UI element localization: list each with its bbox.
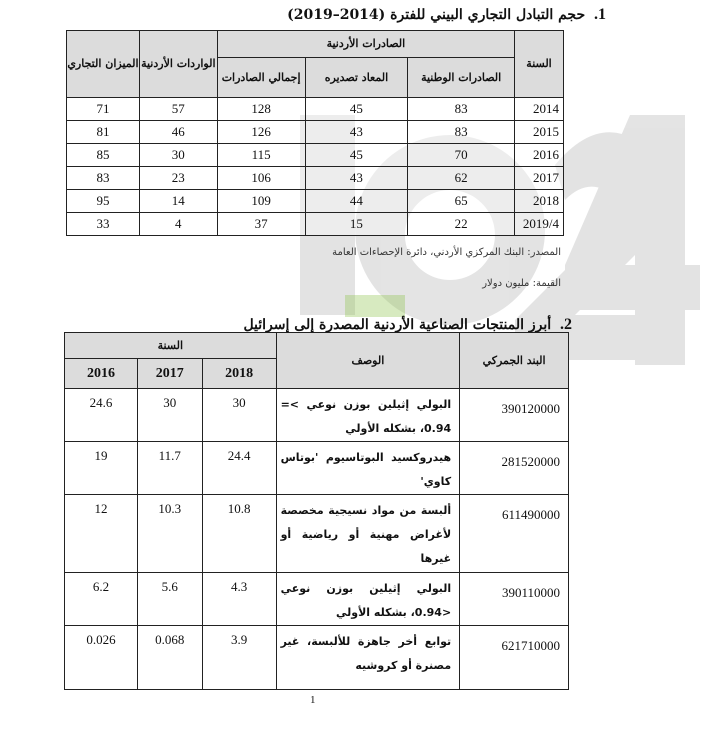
header-total-exports: إجمالي الصادرات xyxy=(217,58,305,98)
cell-imports: 57 xyxy=(139,98,217,121)
cell-balance: 95 xyxy=(67,190,140,213)
cell-2017: 11.7 xyxy=(137,442,202,495)
header-2017: 2017 xyxy=(137,359,202,389)
table-row xyxy=(67,98,564,121)
table-row xyxy=(65,573,569,626)
cell-reexport: 44 xyxy=(305,190,408,213)
cell-national: 65 xyxy=(408,190,515,213)
cell-total: 106 xyxy=(217,167,305,190)
header-description: الوصف xyxy=(276,333,460,389)
cell-imports: 23 xyxy=(139,167,217,190)
cell-2018: 4.3 xyxy=(202,573,276,626)
cell-year: 2015 xyxy=(515,121,564,144)
cell-2017: 10.3 xyxy=(137,495,202,573)
header-2018: 2018 xyxy=(202,359,276,389)
cell-year: 2014 xyxy=(515,98,564,121)
cell-national: 62 xyxy=(408,167,515,190)
table-row xyxy=(67,167,564,190)
cell-total: 115 xyxy=(217,144,305,167)
cell-reexport: 45 xyxy=(305,98,408,121)
cell-year: 2018 xyxy=(515,190,564,213)
cell-reexport: 43 xyxy=(305,121,408,144)
cell-code: 390110000 xyxy=(460,573,569,626)
table-row xyxy=(67,190,564,213)
section-2-title-text: أبرز المنتجات الصناعية الأردنية المصدرة إلى إسرائيل xyxy=(243,317,552,333)
cell-balance: 71 xyxy=(67,98,140,121)
table-row xyxy=(65,626,569,690)
header-year: السنة xyxy=(515,31,564,98)
cell-2017: 30 xyxy=(137,389,202,442)
header-year-group: السنة xyxy=(65,333,277,359)
trade-volume-table xyxy=(66,30,564,236)
cell-2017: 0.068 xyxy=(137,626,202,690)
section-2-number: 2. xyxy=(560,316,572,333)
cell-2016: 6.2 xyxy=(65,573,138,626)
cell-2018: 3.9 xyxy=(202,626,276,690)
cell-balance: 83 xyxy=(67,167,140,190)
cell-2017: 5.6 xyxy=(137,573,202,626)
cell-2016: 19 xyxy=(65,442,138,495)
cell-2018: 24.4 xyxy=(202,442,276,495)
cell-national: 83 xyxy=(408,98,515,121)
header-national-exports: الصادرات الوطنية xyxy=(408,58,515,98)
source-note: المصدر: البنك المركزي الأردني، دائرة الإحصاءات العامة xyxy=(332,247,561,258)
cell-imports: 30 xyxy=(139,144,217,167)
section-1-title xyxy=(287,6,606,24)
table-row xyxy=(65,389,569,442)
table-row xyxy=(67,213,564,236)
cell-code: 390120000 xyxy=(460,389,569,442)
cell-code: 281520000 xyxy=(460,442,569,495)
header-jordan-exports: الصادرات الأردنية xyxy=(217,31,514,58)
page-number: 1 xyxy=(310,694,316,706)
products-table xyxy=(64,332,569,690)
header-trade-balance: الميزان التجاري xyxy=(67,31,140,98)
section-1-title-text: حجم التبادل التجاري البيني للفترة (2014–2019) xyxy=(287,7,586,23)
cell-imports: 4 xyxy=(139,213,217,236)
cell-total: 37 xyxy=(217,213,305,236)
cell-code: 621710000 xyxy=(460,626,569,690)
cell-reexport: 15 xyxy=(305,213,408,236)
cell-imports: 14 xyxy=(139,190,217,213)
cell-balance: 81 xyxy=(67,121,140,144)
table-row xyxy=(65,495,569,573)
cell-description: البولي إثيلين بوزن نوعي >= 0.94، بشكله الأولي xyxy=(276,389,460,442)
cell-description: ألبسة من مواد نسيجية مخصصة لأغراض مهنية أو رياضية أو غيرها xyxy=(276,495,460,573)
header-customs-code: البند الجمركي xyxy=(460,333,569,389)
cell-total: 109 xyxy=(217,190,305,213)
cell-description: توابع أخر جاهزة للألبسة، غير مصنرة أو كروشيه xyxy=(276,626,460,690)
cell-national: 83 xyxy=(408,121,515,144)
cell-code: 611490000 xyxy=(460,495,569,573)
header-2016: 2016 xyxy=(65,359,138,389)
cell-description: هيدروكسيد البوتاسيوم 'بوتاس كاوي' xyxy=(276,442,460,495)
cell-national: 70 xyxy=(408,144,515,167)
cell-balance: 85 xyxy=(67,144,140,167)
cell-total: 126 xyxy=(217,121,305,144)
cell-balance: 33 xyxy=(67,213,140,236)
table-row xyxy=(67,144,564,167)
cell-national: 22 xyxy=(408,213,515,236)
cell-imports: 46 xyxy=(139,121,217,144)
unit-note: القيمة: مليون دولار xyxy=(482,278,561,289)
table-row xyxy=(67,121,564,144)
cell-reexport: 43 xyxy=(305,167,408,190)
cell-reexport: 45 xyxy=(305,144,408,167)
cell-year: 2017 xyxy=(515,167,564,190)
cell-2016: 0.026 xyxy=(65,626,138,690)
cell-2016: 24.6 xyxy=(65,389,138,442)
cell-year: 2019/4 xyxy=(515,213,564,236)
header-jordan-imports: الواردات الأردنية xyxy=(139,31,217,98)
cell-2018: 10.8 xyxy=(202,495,276,573)
cell-year: 2016 xyxy=(515,144,564,167)
section-1-number: 1. xyxy=(594,6,606,23)
cell-total: 128 xyxy=(217,98,305,121)
header-re-exports: المعاد تصديره xyxy=(305,58,408,98)
table-row xyxy=(65,442,569,495)
cell-2016: 12 xyxy=(65,495,138,573)
cell-description: البولي إثيلين بوزن نوعي <0.94، بشكله الأولي xyxy=(276,573,460,626)
cell-2018: 30 xyxy=(202,389,276,442)
